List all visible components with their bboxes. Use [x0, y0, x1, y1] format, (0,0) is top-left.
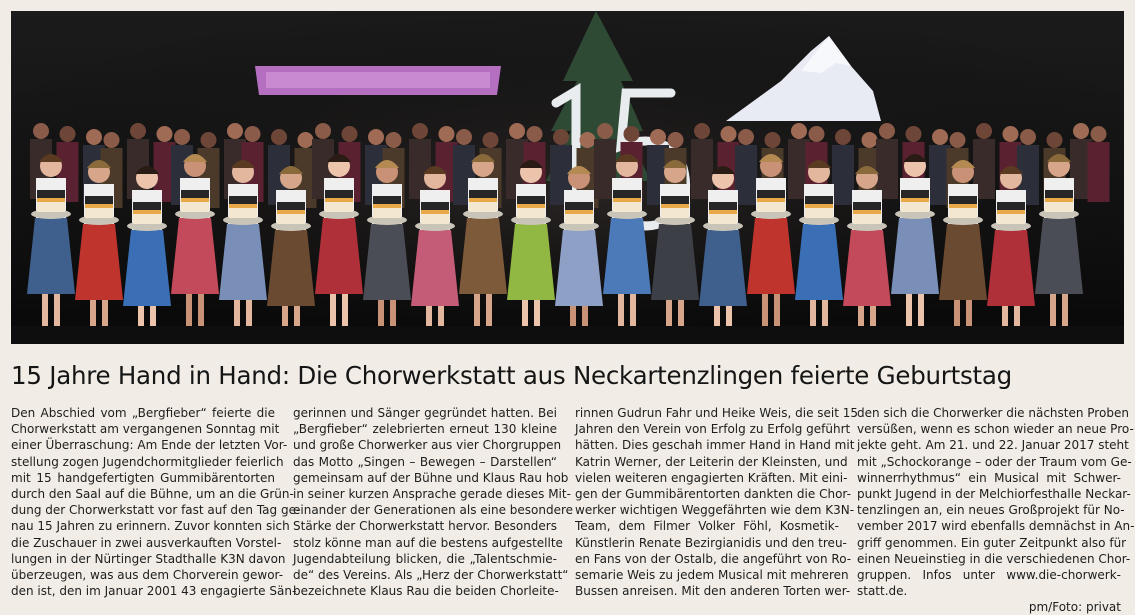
article-text-line: gerinnen und Sänger gegründet hatten. Bei [293, 406, 557, 420]
article-text-line: Team, dem Filmer Volker Föhl, Kosmetik- [575, 519, 839, 534]
article-text-line: gemeinsam auf der Bühne und Klaus Rau hob [293, 470, 569, 485]
article-text-line: de“ des Vereins. Als „Herz der Chorwerkstatt“ [293, 567, 569, 582]
article-text-line: griff genommen. Ein guter Zeitpunkt also für [857, 535, 1127, 550]
article-column-2 [293, 405, 574, 601]
article-text-line: mit 15 handgefertigten Gummibärentorten [11, 470, 275, 485]
article-text-line: vielen weiteren engagierten Kräften. Mit eini- [575, 470, 848, 485]
article-text-line: Jugendabteilung blicken, die „Talentschmie- [293, 551, 557, 566]
article-text-line: versüßen, wenn es schon wieder an neue Pro- [857, 422, 1134, 437]
article-text-line: einer Überraschung: Am Ende der letzten Vor- [11, 438, 288, 453]
article-text-line: und große Chorwerker aus vier Chorgruppen [293, 438, 562, 453]
article-text-line: tenzlingen an, ein neues Großprojekt für No- [857, 503, 1125, 518]
article-text-line: stolz könne man auf die bestens aufgestellte [293, 535, 563, 550]
article-text-line: gruppen. Infos unter www.die-chorwerk- [857, 567, 1121, 582]
article-text-line: einen Neueinstieg in die verschiedenen Chor- [857, 551, 1131, 566]
article-text-line: Stärke der Chorwerkstatt hervor. Besonders [293, 519, 557, 534]
article-column-1 [11, 405, 301, 601]
article-text-line: Chorwerkstatt am vergangenen Sonntag mit [11, 422, 280, 437]
article-text-line: vember 2017 wird ebenfalls demnächst in An- [857, 519, 1135, 534]
stage-floor [11, 326, 1124, 344]
article-text-line: Katrin Werner, der Leiterin der Kleinsten, und [575, 454, 848, 469]
article-text-line: Bussen anreisen. Mit den anderen Torten wer- [575, 584, 851, 599]
article-text-line: stellung zogen Jugendchormitglieder feierlich [11, 454, 284, 469]
article-text-line: den sich die Chorwerker die nächsten Proben [857, 406, 1129, 420]
article-text-line: dung der Chorwerkstatt vor fast auf den Tag ge- [11, 503, 301, 518]
photo-credit: pm/Foto: privat [1028, 600, 1121, 615]
article-text-line: werker wichtigen Weggefährten wie dem K3N- [575, 503, 855, 518]
article-text-line: hätten. Dies geschah immer Hand in Hand mit [575, 438, 855, 453]
article-text-line: punkt Jugend in der Melchiorfesthalle Neckar- [857, 486, 1131, 501]
article-text-line: jekte geht. Am 21. und 22. Januar 2017 steht [857, 438, 1129, 453]
article-text-line: bezeichnete Klaus Rau die beiden Chorleite- [293, 584, 559, 599]
article-text-line: überzeugen, was aus dem Chorverein gewor- [11, 567, 284, 582]
article-text-line: winnerrhythmus“ ein Musical mit Schwer- [857, 470, 1121, 485]
article-text-line: Den Abschied vom „Bergfieber“ feierte die [11, 406, 275, 420]
article-text-line: einander der Generationen als eine besondere [293, 503, 574, 518]
article-column-3 [575, 405, 859, 601]
article-text-line: lungen in der Nürtinger Stadthalle K3N davon [11, 551, 286, 566]
article-body [11, 405, 1135, 615]
article-headline: 15 Jahre Hand in Hand: Die Chorwerkstatt aus Neckartenzlingen feierte Geburtstag [11, 361, 1012, 390]
article-text-line: rinnen Gudrun Fahr und Heike Weis, die seit 15 [575, 406, 859, 420]
article-text-line: nau 15 Jahren zu erinnern. Zuvor konnten sich [11, 519, 290, 534]
article-text-line: Jahren den Verein von Erfolg zu Erfolg geführt [575, 422, 851, 437]
article-text-line: en Fans von der Ostalb, die angeführt von Ro- [575, 551, 852, 566]
article-text-line: Künstlerin Renate Bezirgianidis und den treu- [575, 535, 847, 550]
article-text-line: durch den Saal auf die Bühne, um an die Grün- [11, 486, 294, 501]
article-column-4 [857, 405, 1135, 615]
article-text-line: das Motto „Singen – Bewegen – Darstellen“ [293, 454, 557, 469]
article-text-line: die Zuschauer in zwei ausverkauften Vorstel- [11, 535, 282, 550]
article-photo [11, 11, 1124, 344]
article-text-line: semarie Weis zu jedem Musical mit mehreren [575, 567, 849, 582]
article-text-line: den ist, den im Januar 2001 43 engagierte Sän- [11, 584, 297, 599]
article-text-line: mit „Schockorange – oder der Traum vom Ge- [857, 454, 1132, 469]
article-text-line: statt.de. [857, 584, 908, 599]
article-text-line: „Bergfieber“ zelebrierten erneut 130 kleine [293, 422, 557, 437]
choir-stage-photo [11, 11, 1124, 344]
article-text-line: in seiner kurzen Ansprache gerade dieses Mit- [293, 486, 571, 501]
article-text-line: gen der Gummibärentorten dankten die Chor- [575, 486, 851, 501]
